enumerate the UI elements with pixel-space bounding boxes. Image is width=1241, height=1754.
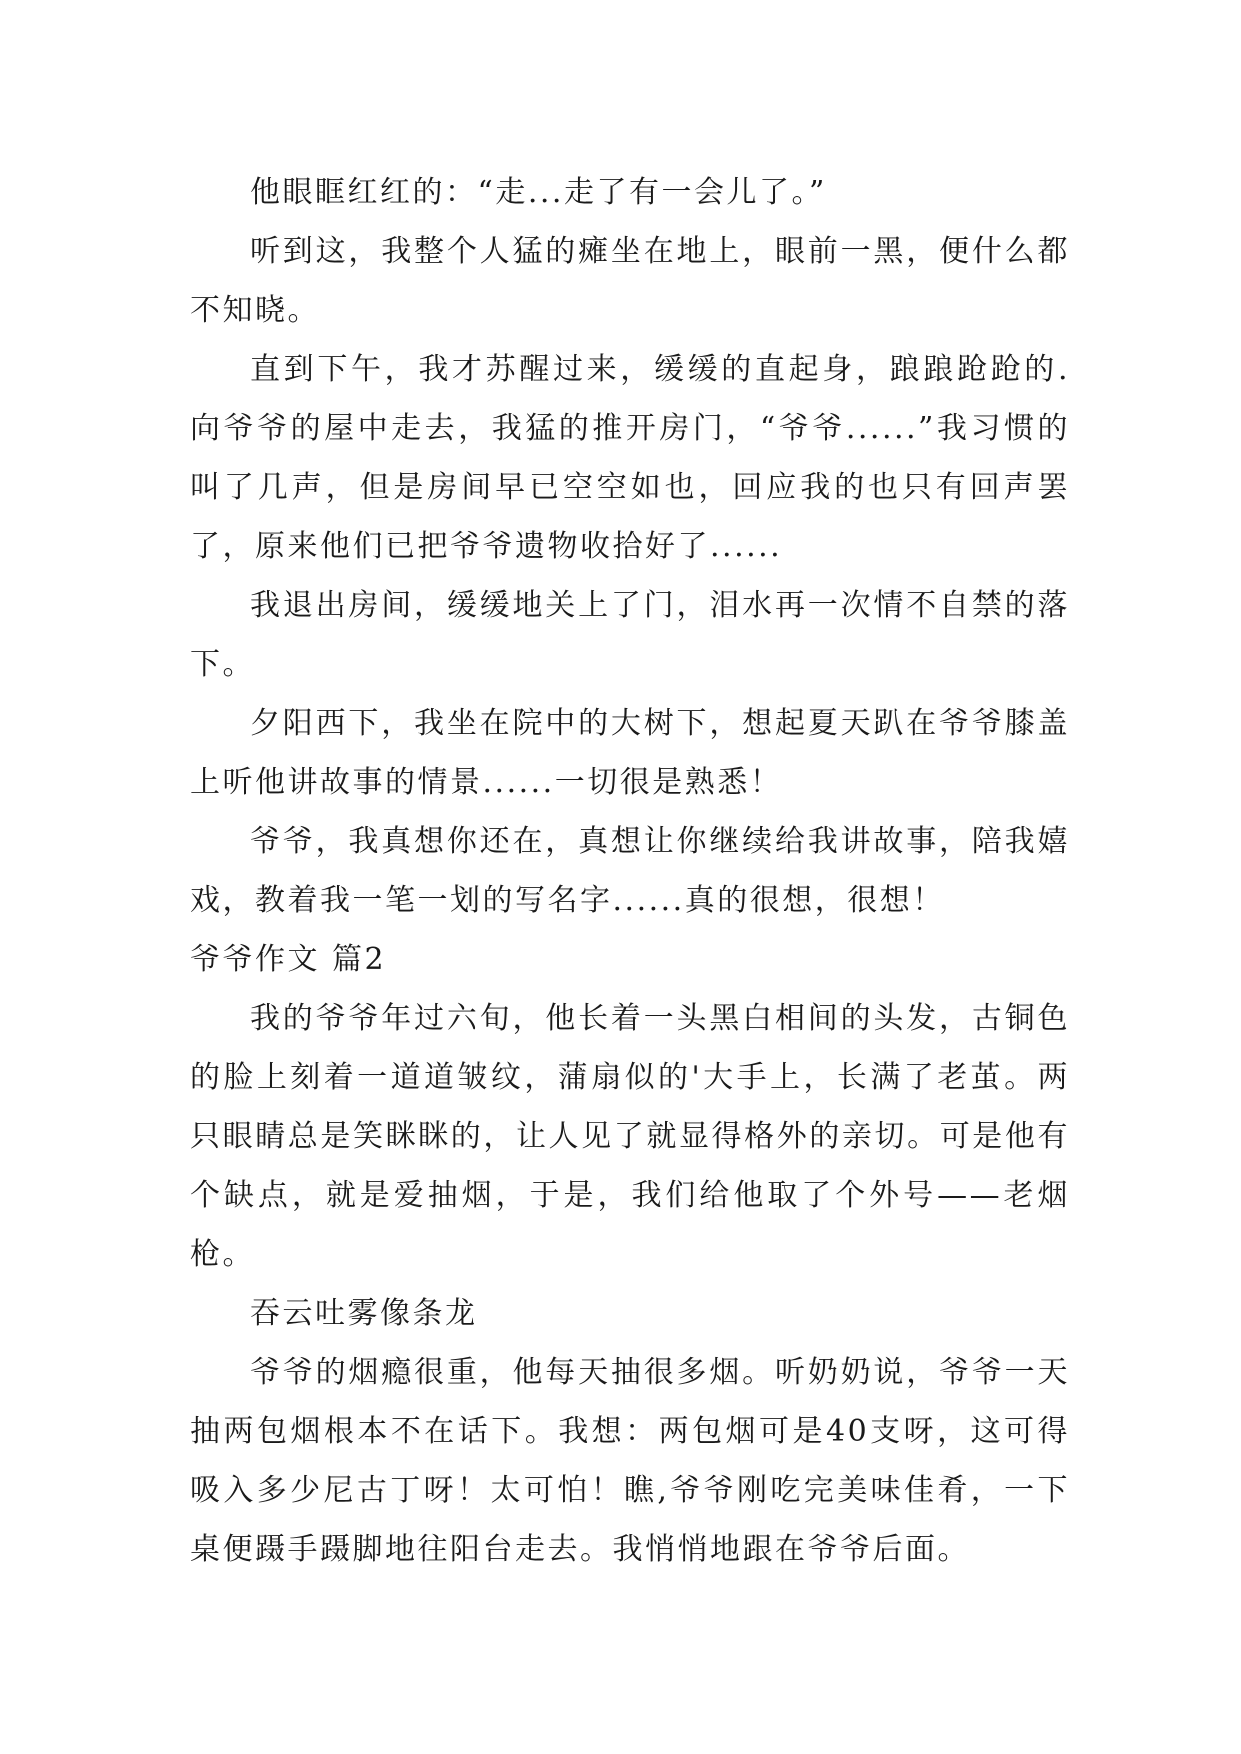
section-heading: 爷爷作文 篇2 xyxy=(190,942,387,977)
paragraph: 爷爷，我真想你还在，真想让你继续给我讲故事，陪我嬉戏，教着我一笔一划的写名字......真的很想，很想！ xyxy=(190,824,1070,918)
paragraph: 直到下午，我才苏醒过来，缓缓的直起身，踉踉跄跄的.向爷爷的屋中走去，我猛的推开房门，“爷爷......”我习惯的叫了几声，但是房间早已空空如也，回应我的也只有回声罢了，原来他们已把爷爷遗物收拾好了...... xyxy=(190,352,1070,564)
paragraph: 我退出房间，缓缓地关上了门，泪水再一次情不自禁的落下。 xyxy=(190,588,1070,682)
subheading: 吞云吐雾像条龙 xyxy=(250,1296,478,1331)
paragraph: 夕阳西下，我坐在院中的大树下，想起夏天趴在爷爷膝盖上听他讲故事的情景......一切很是熟悉！ xyxy=(190,706,1070,800)
paragraph: 我的爷爷年过六旬，他长着一头黑白相间的头发，古铜色的脸上刻着一道道皱纹，蒲扇似的'大手上，长满了老茧。两只眼睛总是笑眯眯的，让人见了就显得格外的亲切。可是他有个缺点，就是爱抽烟，于是，我们给他取了个外号——老烟枪。 xyxy=(190,1001,1070,1272)
paragraph: 爷爷的烟瘾很重，他每天抽很多烟。听奶奶说，爷爷一天抽两包烟根本不在话下。我想：两包烟可是40支呀，这可得吸入多少尼古丁呀！太可怕！瞧,爷爷刚吃完美味佳肴，一下桌便蹑手蹑脚地往阳台走去。我悄悄地跟在爷爷后面。 xyxy=(190,1355,1070,1567)
paragraph: 听到这，我整个人猛的瘫坐在地上，眼前一黑，便什么都不知晓。 xyxy=(190,234,1070,328)
document-body xyxy=(190,163,1070,1579)
paragraph: 他眼眶红红的：“走...走了有一会儿了。” xyxy=(250,175,827,210)
